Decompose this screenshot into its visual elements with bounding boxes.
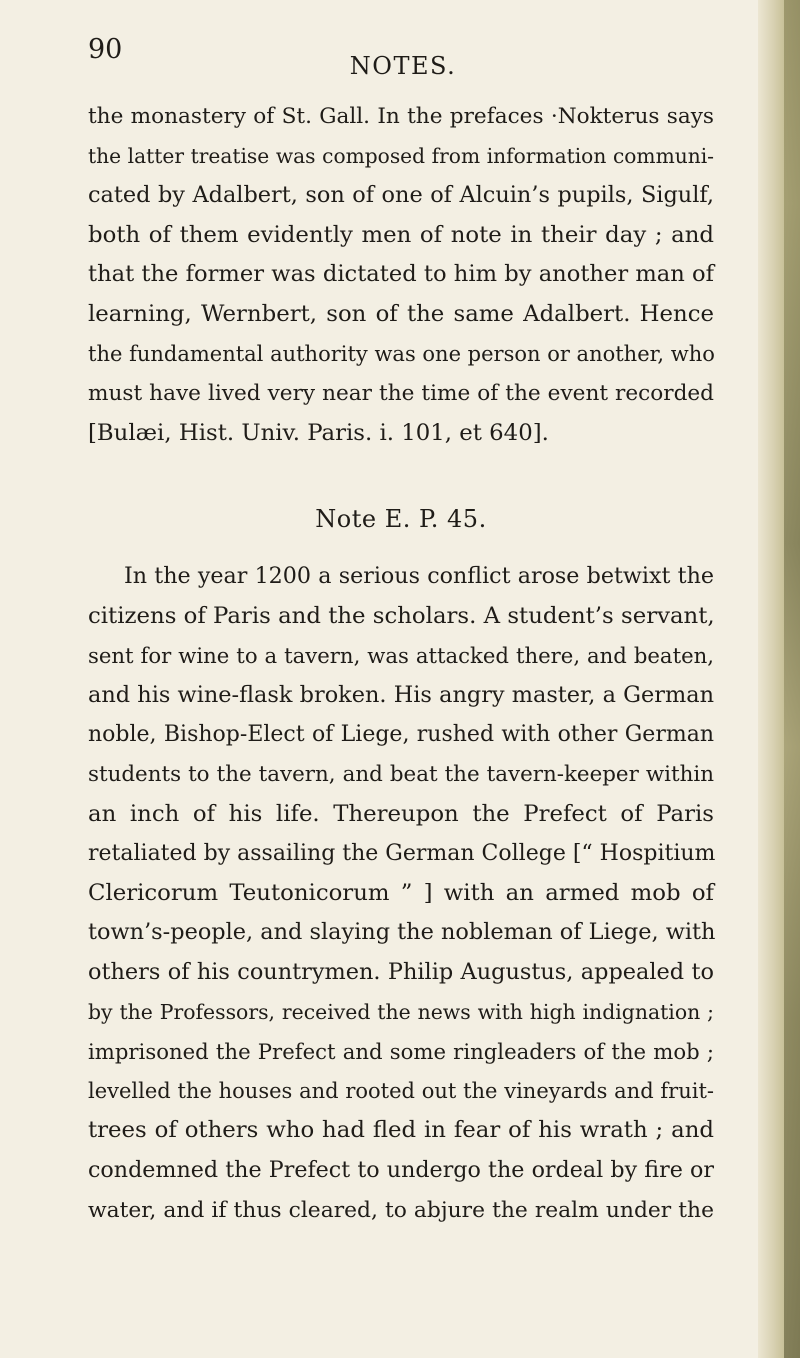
text-line: [Bulæi, Hist. Univ. Paris. i. 101, et 640]. (88, 419, 549, 446)
text-line: Clericorum Teutonicorum ” ] with an armed mob of (88, 879, 714, 906)
text-line: citizens of Paris and the scholars. A student’s servant, (88, 602, 715, 629)
text-line: learning, Wernbert, son of the same Adalbert. Hence (88, 300, 714, 327)
text-line: trees of others who had fled in fear of his wrath ; and (88, 1117, 714, 1144)
text-line: students to the tavern, and beat the tavern-keeper within (88, 761, 714, 787)
text-line: town’s-people, and slaying the nobleman of Liege, with (88, 919, 716, 946)
page-number: 90 (88, 34, 123, 65)
text-line: In the year 1200 a serious conflict arose betwixt the (124, 563, 714, 589)
text-line: and his wine-flask broken. His angry master, a German (88, 681, 714, 708)
text-line: retaliated by assailing the German College [“ Hospitium (88, 841, 716, 867)
page-header (88, 34, 718, 78)
running-head: NOTES. (349, 52, 457, 80)
text-line: condemned the Prefect to undergo the ordeal by fire or (88, 1156, 714, 1183)
text-line: an inch of his life. Thereupon the Prefect of Paris (88, 800, 714, 827)
text-line: sent for wine to a tavern, was attacked there, and beaten, (88, 643, 714, 669)
text-line: imprisoned the Prefect and some ringleaders of the mob ; (88, 1039, 714, 1065)
text-line: the latter treatise was composed from information communi- (88, 143, 714, 168)
text-line: cated by Adalbert, son of one of Alcuin’s pupils, Sigulf, (88, 182, 714, 209)
text-line: noble, Bishop-Elect of Liege, rushed with other German (88, 722, 714, 748)
text-line: levelled the houses and rooted out the vineyards and fruit- (88, 1078, 714, 1103)
paragraph-conflict-1200 (88, 557, 714, 1230)
text-line: both of them evidently men of note in their day ; and (88, 221, 714, 248)
text-line: the monastery of St. Gall. In the prefaces ·Nokterus says (88, 104, 714, 129)
text-line: that the former was dictated to him by another man of (88, 261, 714, 288)
page-binding-edge (784, 0, 800, 1358)
text-line: by the Professors, received the news with high indignation ; (88, 999, 714, 1024)
text-line: water, and if thus cleared, to abjure the realm under the (88, 1197, 714, 1223)
text-line: must have lived very near the time of the event recorded (88, 381, 714, 407)
note-heading: Note E. P. 45. (315, 505, 487, 533)
text-line: others of his countrymen. Philip Augustus, appealed to (88, 958, 714, 985)
paragraph-monastery (88, 97, 714, 453)
text-line: the fundamental authority was one person or another, who (88, 341, 715, 366)
